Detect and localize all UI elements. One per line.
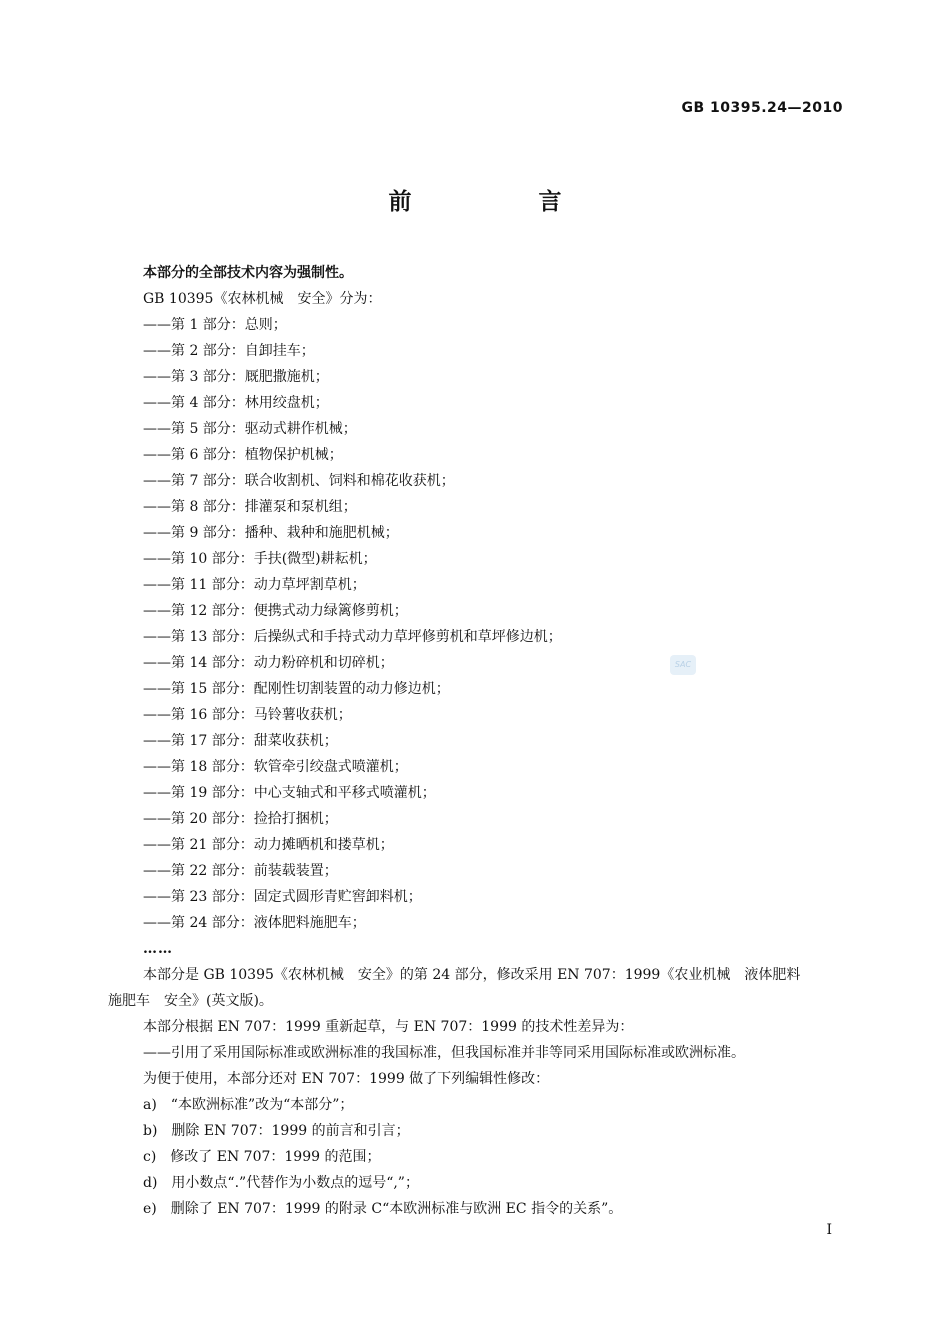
document-body [108,260,848,1222]
standard-code: GB 10395.24—2010 [681,100,843,116]
ellipsis: …… [143,941,173,957]
adoption-statement: 本部分是 GB 10395《农林机械 安全》的第 24 部分，修改采用 EN 707：1999《农业机械 液体肥料 [143,967,801,983]
part-list-item: ——第 4 部分：林用绞盘机； [143,395,329,411]
editorial-item: e) 删除了 EN 707：1999 的附录 C“本欧洲标准与欧洲 EC 指令的关系”。 [143,1201,623,1217]
part-list-item: ——第 6 部分：植物保护机械； [143,447,343,463]
editorial-item: b) 删除 EN 707：1999 的前言和引言； [143,1123,410,1139]
editorial-item: a) “本欧洲标准”改为“本部分”； [143,1097,354,1113]
part-list-item: ——第 3 部分：厩肥撒施机； [143,369,329,385]
part-list-item: ——第 12 部分：便携式动力绿篱修剪机； [143,603,408,619]
part-list-item: ——第 16 部分：马铃薯收获机； [143,707,352,723]
redraft-statement: 本部分根据 EN 707：1999 重新起草，与 EN 707：1999 的技术性差异为： [143,1019,634,1035]
part-list-item: ——第 22 部分：前装载装置； [143,863,338,879]
part-list-item: ——第 20 部分：捡拾打捆机； [143,811,338,827]
editorial-intro: 为便于使用，本部分还对 EN 707：1999 做了下列编辑性修改： [143,1071,550,1087]
part-list-item: ——第 24 部分：液体肥料施肥车； [143,915,366,931]
part-list-item: ——第 11 部分：动力草坪割草机； [143,577,366,593]
adoption-statement-continued: 施肥车 安全》(英文版)。 [108,993,273,1009]
part-list-item: ——第 9 部分：播种、栽种和施肥机械； [143,525,399,541]
part-list-item: ——第 2 部分：自卸挂车； [143,343,315,359]
part-list-item: ——第 13 部分：后操纵式和手持式动力草坪修剪机和草坪修边机； [143,629,562,645]
part-list-item: ——第 19 部分：中心支轴式和平移式喷灌机； [143,785,436,801]
part-list-item: ——第 21 部分：动力摊晒机和搂草机； [143,837,394,853]
part-list-item: ——第 8 部分：排灌泵和泵机组； [143,499,357,515]
watermark-logo: SAC [670,655,696,675]
page-number: I [826,1222,832,1238]
part-list-item: ——第 7 部分：联合收割机、饲料和棉花收获机； [143,473,455,489]
part-list-item: ——第 18 部分：软管牵引绞盘式喷灌机； [143,759,408,775]
mandatory-statement: 本部分的全部技术内容为强制性。 [143,265,353,281]
part-list-item: ——第 15 部分：配刚性切割装置的动力修边机； [143,681,450,697]
part-list-item: ——第 5 部分：驱动式耕作机械； [143,421,357,437]
part-list-item: ——第 10 部分：手扶(微型)耕耘机； [143,551,377,567]
part-list-item: ——第 23 部分：固定式圆形青贮窖卸料机； [143,889,422,905]
part-list-item: ——第 14 部分：动力粉碎机和切碎机； [143,655,394,671]
page-title: 前 言 [388,189,614,215]
part-list-item: ——第 1 部分：总则； [143,317,287,333]
technical-difference: ——引用了采用国际标准或欧洲标准的我国标准，但我国标准并非等同采用国际标准或欧洲标准。 [143,1045,745,1061]
editorial-item: d) 用小数点“.”代替作为小数点的逗号“,”； [143,1175,419,1191]
part-list-item: ——第 17 部分：甜菜收获机； [143,733,338,749]
series-intro: GB 10395《农林机械 安全》分为： [143,291,382,307]
editorial-item: c) 修改了 EN 707：1999 的范围； [143,1149,381,1165]
